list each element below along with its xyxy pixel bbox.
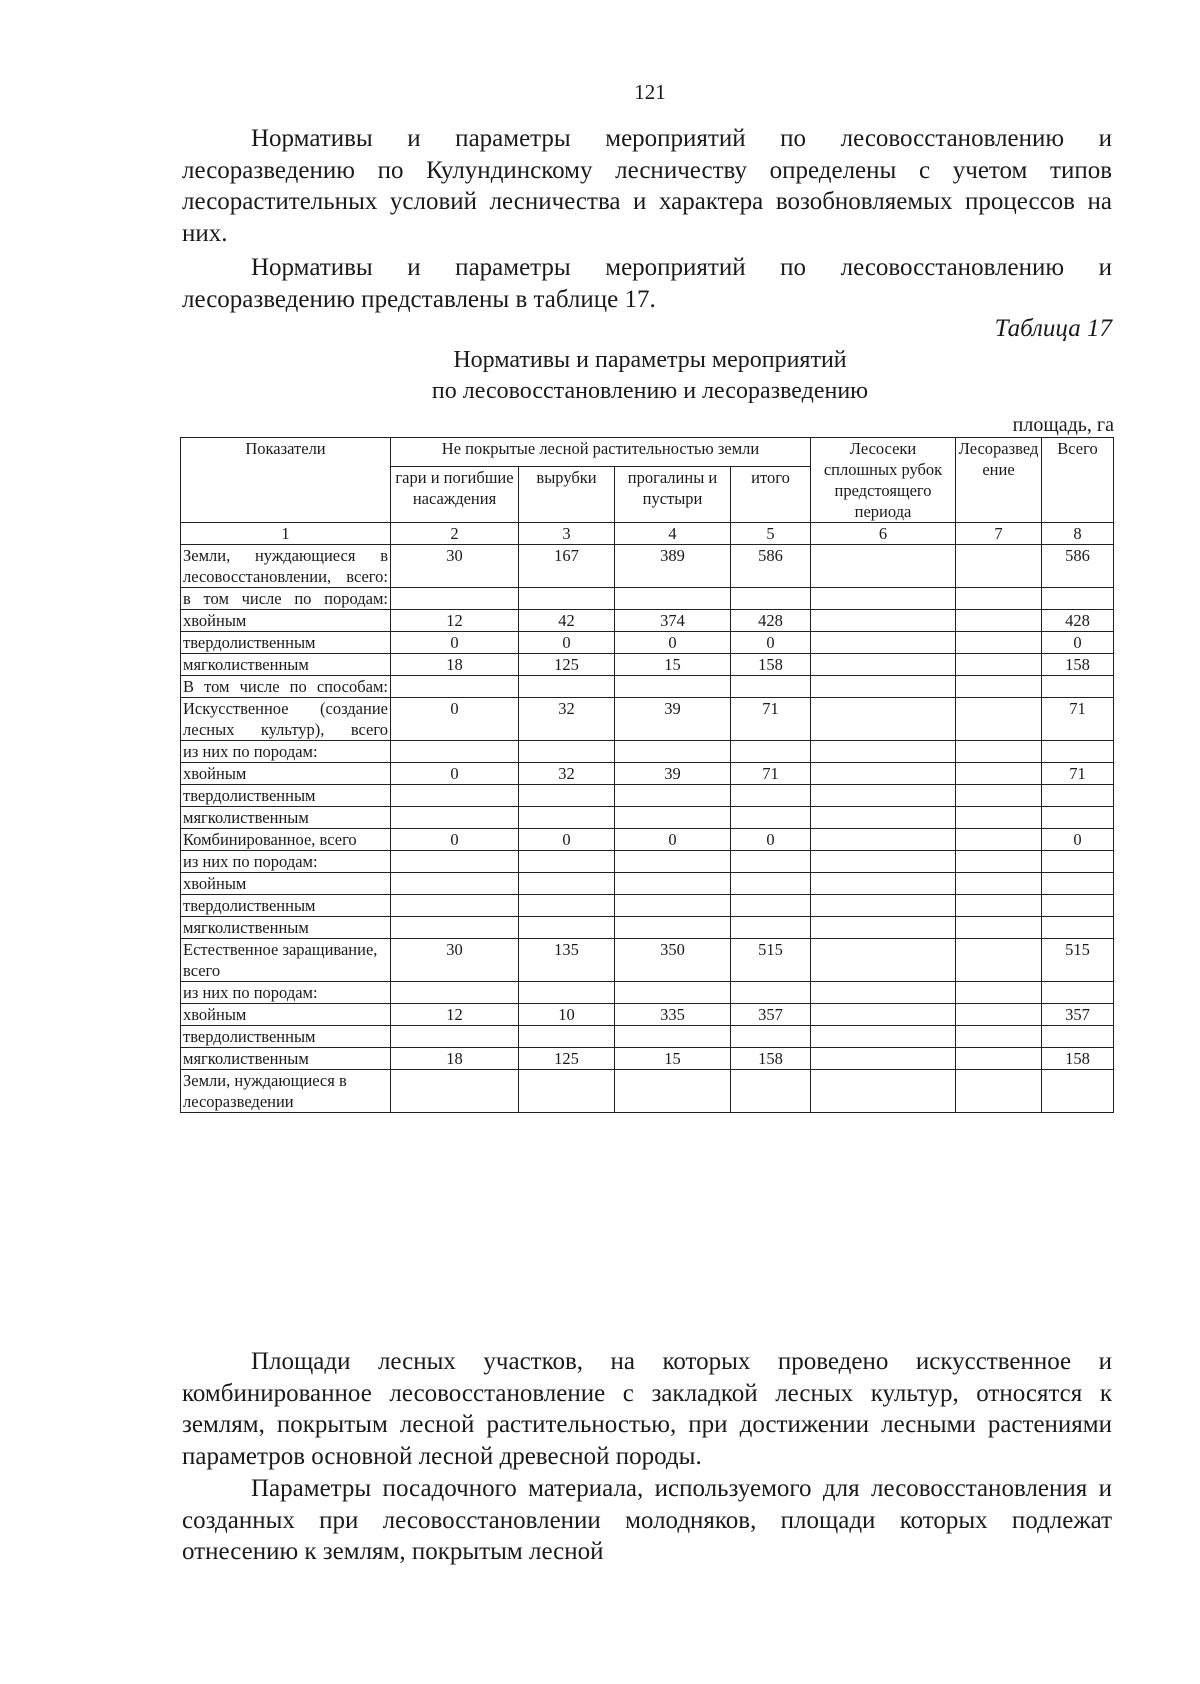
table-row bbox=[181, 610, 1114, 632]
column-number-row bbox=[181, 523, 1114, 545]
header-subtotal: итого bbox=[731, 466, 811, 522]
cell-c6 bbox=[811, 1026, 956, 1048]
cell-c5: 515 bbox=[731, 939, 811, 982]
body-paragraph-4: Параметры посадочного материала, используемого для лесовосстановления и созданных при лесовосстановлении молодняков, площади которых подлежат отнесению к землям, покрытым лесной bbox=[182, 1475, 1112, 1565]
row-label: Земли, нуждающиеся в лесоразведении bbox=[181, 1070, 391, 1113]
cell-c4 bbox=[615, 807, 731, 829]
cell-c2: 30 bbox=[391, 545, 519, 588]
cell-c3: 32 bbox=[519, 698, 615, 741]
row-label: твердолиственным bbox=[181, 1026, 391, 1048]
cell-c8: 428 bbox=[1042, 610, 1114, 632]
table-row bbox=[181, 588, 1114, 610]
cell-c5: 71 bbox=[731, 698, 811, 741]
cell-c3: 125 bbox=[519, 654, 615, 676]
cell-c3 bbox=[519, 588, 615, 610]
cell-c8 bbox=[1042, 785, 1114, 807]
cell-c7 bbox=[956, 807, 1042, 829]
row-label: В том числе по способам: bbox=[181, 676, 391, 698]
cell-c5: 0 bbox=[731, 829, 811, 851]
cell-c5 bbox=[731, 1026, 811, 1048]
column-number: 5 bbox=[731, 523, 811, 545]
cell-c8 bbox=[1042, 982, 1114, 1004]
cell-c4: 374 bbox=[615, 610, 731, 632]
cell-c7 bbox=[956, 982, 1042, 1004]
cell-c7 bbox=[956, 939, 1042, 982]
cell-c2 bbox=[391, 785, 519, 807]
table-row bbox=[181, 763, 1114, 785]
table-row bbox=[181, 1048, 1114, 1070]
column-number: 4 bbox=[615, 523, 731, 545]
cell-c6 bbox=[811, 829, 956, 851]
cell-c8 bbox=[1042, 741, 1114, 763]
row-label: из них по породам: bbox=[181, 982, 391, 1004]
cell-c8 bbox=[1042, 807, 1114, 829]
body-paragraph-3: Площади лесных участков, на которых проведено искусственное и комбинированное лесовосстановление с закладкой лесных культур, относятся к землям, покрытым лесной растительностью, при достижении лесными растениями параметров основной лесной древесной породы. bbox=[182, 1348, 1112, 1470]
row-label: мягколиственным bbox=[181, 1048, 391, 1070]
cell-c5: 357 bbox=[731, 1004, 811, 1026]
cell-c2: 0 bbox=[391, 829, 519, 851]
cell-c8 bbox=[1042, 873, 1114, 895]
cell-c5 bbox=[731, 851, 811, 873]
cell-c2 bbox=[391, 1026, 519, 1048]
cell-c2 bbox=[391, 588, 519, 610]
cell-c7 bbox=[956, 1070, 1042, 1113]
cell-c8: 158 bbox=[1042, 1048, 1114, 1070]
cell-c7 bbox=[956, 1026, 1042, 1048]
table-row bbox=[181, 654, 1114, 676]
cell-c5 bbox=[731, 873, 811, 895]
cell-c7 bbox=[956, 1004, 1042, 1026]
cell-c4: 15 bbox=[615, 1048, 731, 1070]
cell-c4 bbox=[615, 851, 731, 873]
cell-c6 bbox=[811, 1048, 956, 1070]
row-label: твердолиственным bbox=[181, 632, 391, 654]
cell-c7 bbox=[956, 741, 1042, 763]
cell-c2: 0 bbox=[391, 698, 519, 741]
cell-c5 bbox=[731, 982, 811, 1004]
cell-c6 bbox=[811, 741, 956, 763]
row-label: Искусственное (создание лесных культур), всего bbox=[181, 698, 391, 741]
cell-c5 bbox=[731, 917, 811, 939]
cell-c3: 42 bbox=[519, 610, 615, 632]
cell-c2 bbox=[391, 851, 519, 873]
table-row bbox=[181, 917, 1114, 939]
cell-c6 bbox=[811, 588, 956, 610]
cell-c2: 0 bbox=[391, 632, 519, 654]
table-unit-note: площадь, га bbox=[1012, 414, 1114, 436]
cell-c8 bbox=[1042, 1070, 1114, 1113]
cell-c5 bbox=[731, 676, 811, 698]
cell-c4: 39 bbox=[615, 698, 731, 741]
cell-c4 bbox=[615, 676, 731, 698]
header-not-covered: Не покрытые лесной растительностью земли bbox=[391, 438, 811, 467]
row-label: хвойным bbox=[181, 1004, 391, 1026]
cell-c3 bbox=[519, 917, 615, 939]
table-row bbox=[181, 1070, 1114, 1113]
row-label: из них по породам: bbox=[181, 851, 391, 873]
table-row bbox=[181, 1004, 1114, 1026]
cell-c4: 0 bbox=[615, 829, 731, 851]
cell-c2: 12 bbox=[391, 610, 519, 632]
row-label: в том числе по породам: bbox=[181, 588, 391, 610]
cell-c4: 335 bbox=[615, 1004, 731, 1026]
cell-c7 bbox=[956, 895, 1042, 917]
cell-c2: 12 bbox=[391, 1004, 519, 1026]
cell-c8: 0 bbox=[1042, 632, 1114, 654]
cell-c3: 167 bbox=[519, 545, 615, 588]
cell-c6 bbox=[811, 917, 956, 939]
cell-c7 bbox=[956, 588, 1042, 610]
column-number: 6 bbox=[811, 523, 956, 545]
cell-c6 bbox=[811, 851, 956, 873]
table-row bbox=[181, 1026, 1114, 1048]
cell-c5 bbox=[731, 807, 811, 829]
intro-paragraph-1: Нормативы и параметры мероприятий по лесовосстановлению и лесоразведению по Кулундинскому лесничеству определены с учетом типов лесорастительных условий лесничества и характера возобновляемых процессов на них. bbox=[182, 125, 1112, 247]
table-body bbox=[181, 545, 1114, 1113]
cell-c3 bbox=[519, 785, 615, 807]
cell-c3: 125 bbox=[519, 1048, 615, 1070]
cell-c2 bbox=[391, 917, 519, 939]
cell-c6 bbox=[811, 873, 956, 895]
cell-c2 bbox=[391, 807, 519, 829]
cell-c7 bbox=[956, 829, 1042, 851]
cell-c6 bbox=[811, 698, 956, 741]
table-row bbox=[181, 698, 1114, 741]
cell-c7 bbox=[956, 1048, 1042, 1070]
table-title-line-2: по лесовосстановлению и лесоразведению bbox=[431, 378, 869, 404]
cell-c3: 10 bbox=[519, 1004, 615, 1026]
cell-c2: 30 bbox=[391, 939, 519, 982]
cell-c7 bbox=[956, 676, 1042, 698]
header-total: Всего bbox=[1042, 438, 1114, 523]
cell-c5: 586 bbox=[731, 545, 811, 588]
row-label: хвойным bbox=[181, 610, 391, 632]
cell-c2: 18 bbox=[391, 654, 519, 676]
cell-c2 bbox=[391, 1070, 519, 1113]
cell-c2: 0 bbox=[391, 763, 519, 785]
table-row bbox=[181, 873, 1114, 895]
cell-c3 bbox=[519, 1026, 615, 1048]
header-afforestation: Лесоразведение bbox=[956, 438, 1042, 523]
row-label: мягколиственным bbox=[181, 807, 391, 829]
cell-c6 bbox=[811, 676, 956, 698]
cell-c5: 158 bbox=[731, 1048, 811, 1070]
table-row bbox=[181, 829, 1114, 851]
table-row bbox=[181, 545, 1114, 588]
table-caption: Таблица 17 bbox=[994, 315, 1112, 342]
cell-c6 bbox=[811, 895, 956, 917]
table-row bbox=[181, 785, 1114, 807]
cell-c6 bbox=[811, 632, 956, 654]
cell-c8 bbox=[1042, 895, 1114, 917]
cell-c6 bbox=[811, 610, 956, 632]
table-row bbox=[181, 807, 1114, 829]
cell-c3 bbox=[519, 982, 615, 1004]
cell-c5: 71 bbox=[731, 763, 811, 785]
cell-c6 bbox=[811, 807, 956, 829]
cell-c5 bbox=[731, 588, 811, 610]
column-number: 2 bbox=[391, 523, 519, 545]
cell-c4 bbox=[615, 785, 731, 807]
cell-c8: 0 bbox=[1042, 829, 1114, 851]
cell-c5: 428 bbox=[731, 610, 811, 632]
parameters-table bbox=[180, 437, 1114, 1113]
cell-c4 bbox=[615, 873, 731, 895]
cell-c4: 389 bbox=[615, 545, 731, 588]
cell-c3: 0 bbox=[519, 632, 615, 654]
cell-c2 bbox=[391, 676, 519, 698]
column-number: 7 bbox=[956, 523, 1042, 545]
cell-c6 bbox=[811, 654, 956, 676]
cell-c2 bbox=[391, 895, 519, 917]
cell-c4 bbox=[615, 741, 731, 763]
header-clearcut-areas: Лесосеки сплошных рубок предстоящего периода bbox=[811, 438, 956, 523]
row-label: мягколиственным bbox=[181, 654, 391, 676]
row-label: Комбинированное, всего bbox=[181, 829, 391, 851]
header-glades: прогалины и пустыри bbox=[615, 466, 731, 522]
table-row bbox=[181, 895, 1114, 917]
cell-c8: 158 bbox=[1042, 654, 1114, 676]
cell-c6 bbox=[811, 939, 956, 982]
cell-c4 bbox=[615, 917, 731, 939]
cell-c5 bbox=[731, 741, 811, 763]
table-title-line-1: Нормативы и параметры мероприятий bbox=[453, 347, 847, 373]
row-label: твердолиственным bbox=[181, 895, 391, 917]
cell-c4 bbox=[615, 1026, 731, 1048]
cell-c7 bbox=[956, 917, 1042, 939]
cell-c7 bbox=[956, 654, 1042, 676]
cell-c7 bbox=[956, 698, 1042, 741]
column-number: 1 bbox=[181, 523, 391, 545]
cell-c8: 515 bbox=[1042, 939, 1114, 982]
cell-c5 bbox=[731, 895, 811, 917]
cell-c7 bbox=[956, 851, 1042, 873]
cell-c8 bbox=[1042, 588, 1114, 610]
row-label: из них по породам: bbox=[181, 741, 391, 763]
row-label: Естественное заращивание, всего bbox=[181, 939, 391, 982]
cell-c3 bbox=[519, 676, 615, 698]
intro-paragraph-2: Нормативы и параметры мероприятий по лесовосстановлению и лесоразведению представлены в таблице 17. bbox=[182, 254, 1112, 313]
cell-c8: 586 bbox=[1042, 545, 1114, 588]
cell-c7 bbox=[956, 545, 1042, 588]
cell-c7 bbox=[956, 785, 1042, 807]
cell-c3: 0 bbox=[519, 829, 615, 851]
cell-c4 bbox=[615, 982, 731, 1004]
cell-c6 bbox=[811, 545, 956, 588]
cell-c3 bbox=[519, 895, 615, 917]
cell-c3: 135 bbox=[519, 939, 615, 982]
cell-c2 bbox=[391, 741, 519, 763]
cell-c6 bbox=[811, 1070, 956, 1113]
row-label: мягколиственным bbox=[181, 917, 391, 939]
page-number: 121 bbox=[634, 80, 666, 104]
table-row bbox=[181, 741, 1114, 763]
cell-c5 bbox=[731, 1070, 811, 1113]
cell-c5 bbox=[731, 785, 811, 807]
cell-c2 bbox=[391, 982, 519, 1004]
header-cuttings: вырубки bbox=[519, 466, 615, 522]
row-label: хвойным bbox=[181, 873, 391, 895]
cell-c6 bbox=[811, 785, 956, 807]
cell-c8: 71 bbox=[1042, 763, 1114, 785]
cell-c4: 15 bbox=[615, 654, 731, 676]
cell-c4: 39 bbox=[615, 763, 731, 785]
cell-c3: 32 bbox=[519, 763, 615, 785]
cell-c8: 357 bbox=[1042, 1004, 1114, 1026]
column-number: 8 bbox=[1042, 523, 1114, 545]
table-row bbox=[181, 632, 1114, 654]
table-row bbox=[181, 676, 1114, 698]
cell-c7 bbox=[956, 632, 1042, 654]
cell-c8 bbox=[1042, 676, 1114, 698]
cell-c8 bbox=[1042, 1026, 1114, 1048]
table-row bbox=[181, 939, 1114, 982]
cell-c3 bbox=[519, 873, 615, 895]
cell-c2 bbox=[391, 873, 519, 895]
table-title bbox=[300, 345, 1000, 407]
cell-c7 bbox=[956, 873, 1042, 895]
cell-c5: 158 bbox=[731, 654, 811, 676]
row-label: хвойным bbox=[181, 763, 391, 785]
cell-c6 bbox=[811, 982, 956, 1004]
cell-c7 bbox=[956, 763, 1042, 785]
row-label: Земли, нуждающиеся в лесовосстановлении, всего: bbox=[181, 545, 391, 588]
cell-c7 bbox=[956, 610, 1042, 632]
cell-c6 bbox=[811, 763, 956, 785]
cell-c8 bbox=[1042, 917, 1114, 939]
table-row bbox=[181, 982, 1114, 1004]
column-number: 3 bbox=[519, 523, 615, 545]
cell-c3 bbox=[519, 1070, 615, 1113]
cell-c6 bbox=[811, 1004, 956, 1026]
cell-c4 bbox=[615, 895, 731, 917]
cell-c2: 18 bbox=[391, 1048, 519, 1070]
cell-c3 bbox=[519, 741, 615, 763]
cell-c8 bbox=[1042, 851, 1114, 873]
cell-c5: 0 bbox=[731, 632, 811, 654]
cell-c3 bbox=[519, 851, 615, 873]
cell-c4: 350 bbox=[615, 939, 731, 982]
cell-c8: 71 bbox=[1042, 698, 1114, 741]
cell-c3 bbox=[519, 807, 615, 829]
cell-c4 bbox=[615, 588, 731, 610]
cell-c4 bbox=[615, 1070, 731, 1113]
header-indicators: Показатели bbox=[181, 438, 391, 523]
header-burned: гари и погибшие насаждения bbox=[391, 466, 519, 522]
table-row bbox=[181, 851, 1114, 873]
cell-c4: 0 bbox=[615, 632, 731, 654]
row-label: твердолиственным bbox=[181, 785, 391, 807]
